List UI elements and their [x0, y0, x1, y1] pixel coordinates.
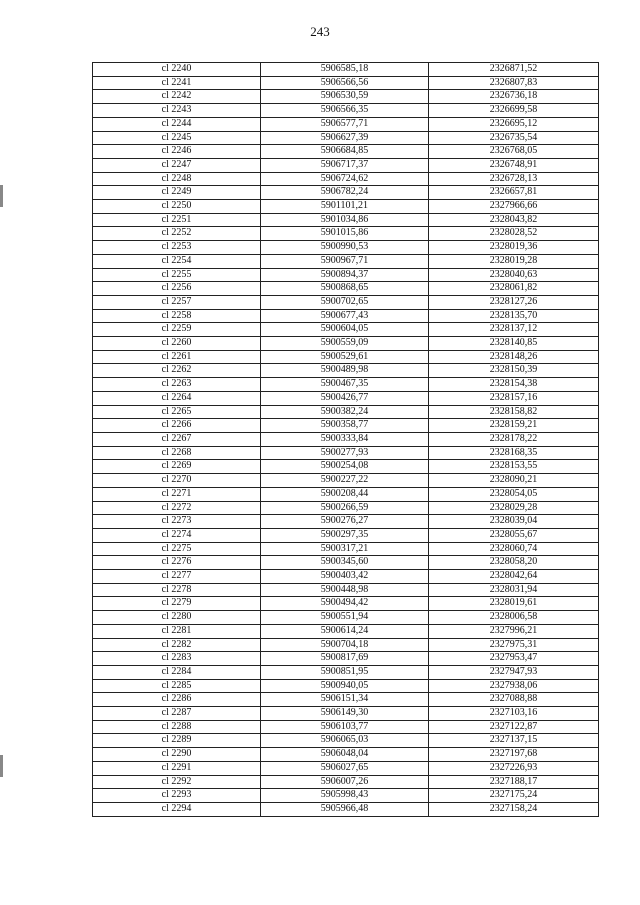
x-coordinate-cell: 5900333,84 — [261, 432, 429, 446]
x-coordinate-cell: 5900851,95 — [261, 665, 429, 679]
table-row — [93, 775, 599, 789]
table-row — [93, 172, 599, 186]
point-id-cell: cl 2275 — [93, 542, 261, 556]
table-row — [93, 501, 599, 515]
point-id-cell: cl 2258 — [93, 309, 261, 323]
point-id-cell: cl 2267 — [93, 432, 261, 446]
x-coordinate-cell: 5900494,42 — [261, 597, 429, 611]
y-coordinate-cell: 2328039,04 — [429, 515, 599, 529]
point-id-cell: cl 2251 — [93, 213, 261, 227]
point-id-cell: cl 2291 — [93, 761, 261, 775]
table-row — [93, 391, 599, 405]
y-coordinate-cell: 2327947,93 — [429, 665, 599, 679]
x-coordinate-cell: 5900277,93 — [261, 446, 429, 460]
table-row — [93, 213, 599, 227]
point-id-cell: cl 2256 — [93, 282, 261, 296]
table-row — [93, 131, 599, 145]
y-coordinate-cell: 2328040,63 — [429, 268, 599, 282]
table-row — [93, 556, 599, 570]
x-coordinate-cell: 5906577,71 — [261, 117, 429, 131]
y-coordinate-cell: 2328137,12 — [429, 323, 599, 337]
table-row — [93, 693, 599, 707]
table-row — [93, 76, 599, 90]
table-row — [93, 227, 599, 241]
y-coordinate-cell: 2328019,36 — [429, 241, 599, 255]
table-row — [93, 652, 599, 666]
point-id-cell: cl 2268 — [93, 446, 261, 460]
point-id-cell: cl 2254 — [93, 254, 261, 268]
point-id-cell: cl 2292 — [93, 775, 261, 789]
point-id-cell: cl 2293 — [93, 789, 261, 803]
y-coordinate-cell: 2326657,81 — [429, 186, 599, 200]
point-id-cell: cl 2271 — [93, 487, 261, 501]
point-id-cell: cl 2257 — [93, 295, 261, 309]
point-id-cell: cl 2288 — [93, 720, 261, 734]
table-row — [93, 611, 599, 625]
y-coordinate-cell: 2328140,85 — [429, 337, 599, 351]
table-row — [93, 802, 599, 816]
y-coordinate-cell: 2326871,52 — [429, 63, 599, 77]
x-coordinate-cell: 5900227,22 — [261, 474, 429, 488]
point-id-cell: cl 2249 — [93, 186, 261, 200]
table-row — [93, 446, 599, 460]
coordinates-table — [92, 62, 599, 817]
y-coordinate-cell: 2328168,35 — [429, 446, 599, 460]
x-coordinate-cell: 5900677,43 — [261, 309, 429, 323]
x-coordinate-cell: 5900614,24 — [261, 624, 429, 638]
y-coordinate-cell: 2328058,20 — [429, 556, 599, 570]
y-coordinate-cell: 2328019,61 — [429, 597, 599, 611]
x-coordinate-cell: 5900967,71 — [261, 254, 429, 268]
x-coordinate-cell: 5905998,43 — [261, 789, 429, 803]
y-coordinate-cell: 2327966,66 — [429, 200, 599, 214]
point-id-cell: cl 2243 — [93, 104, 261, 118]
point-id-cell: cl 2282 — [93, 638, 261, 652]
point-id-cell: cl 2269 — [93, 460, 261, 474]
table-row — [93, 707, 599, 721]
y-coordinate-cell: 2328178,22 — [429, 432, 599, 446]
y-coordinate-cell: 2328028,52 — [429, 227, 599, 241]
x-coordinate-cell: 5900551,94 — [261, 611, 429, 625]
x-coordinate-cell: 5900317,21 — [261, 542, 429, 556]
y-coordinate-cell: 2326728,13 — [429, 172, 599, 186]
x-coordinate-cell: 5900426,77 — [261, 391, 429, 405]
point-id-cell: cl 2270 — [93, 474, 261, 488]
table-row — [93, 570, 599, 584]
point-id-cell: cl 2290 — [93, 748, 261, 762]
scan-edge-mark — [0, 185, 3, 207]
table-row — [93, 364, 599, 378]
x-coordinate-cell: 5906684,85 — [261, 145, 429, 159]
point-id-cell: cl 2276 — [93, 556, 261, 570]
x-coordinate-cell: 5900358,77 — [261, 419, 429, 433]
point-id-cell: cl 2247 — [93, 158, 261, 172]
x-coordinate-cell: 5906782,24 — [261, 186, 429, 200]
y-coordinate-cell: 2328158,82 — [429, 405, 599, 419]
y-coordinate-cell: 2328159,21 — [429, 419, 599, 433]
table-row — [93, 487, 599, 501]
y-coordinate-cell: 2327122,87 — [429, 720, 599, 734]
point-id-cell: cl 2241 — [93, 76, 261, 90]
x-coordinate-cell: 5901015,86 — [261, 227, 429, 241]
table-row — [93, 186, 599, 200]
table-row — [93, 268, 599, 282]
scan-edge-mark — [0, 755, 3, 777]
x-coordinate-cell: 5900276,27 — [261, 515, 429, 529]
y-coordinate-cell: 2326807,83 — [429, 76, 599, 90]
point-id-cell: cl 2284 — [93, 665, 261, 679]
table-row — [93, 789, 599, 803]
y-coordinate-cell: 2327137,15 — [429, 734, 599, 748]
point-id-cell: cl 2281 — [93, 624, 261, 638]
x-coordinate-cell: 5906530,59 — [261, 90, 429, 104]
page-number: 243 — [310, 24, 330, 39]
x-coordinate-cell: 5900704,18 — [261, 638, 429, 652]
table-row — [93, 460, 599, 474]
table-row — [93, 241, 599, 255]
table-row — [93, 761, 599, 775]
y-coordinate-cell: 2326736,18 — [429, 90, 599, 104]
table-row — [93, 282, 599, 296]
point-id-cell: cl 2272 — [93, 501, 261, 515]
x-coordinate-cell: 5906048,04 — [261, 748, 429, 762]
y-coordinate-cell: 2327226,93 — [429, 761, 599, 775]
y-coordinate-cell: 2328042,64 — [429, 570, 599, 584]
x-coordinate-cell: 5900529,61 — [261, 350, 429, 364]
x-coordinate-cell: 5900266,59 — [261, 501, 429, 515]
y-coordinate-cell: 2327938,06 — [429, 679, 599, 693]
point-id-cell: cl 2262 — [93, 364, 261, 378]
y-coordinate-cell: 2326768,05 — [429, 145, 599, 159]
table-row — [93, 432, 599, 446]
point-id-cell: cl 2273 — [93, 515, 261, 529]
point-id-cell: cl 2263 — [93, 378, 261, 392]
x-coordinate-cell: 5900345,60 — [261, 556, 429, 570]
table-row — [93, 323, 599, 337]
table-row — [93, 145, 599, 159]
table-row — [93, 309, 599, 323]
table-row — [93, 734, 599, 748]
x-coordinate-cell: 5901101,21 — [261, 200, 429, 214]
y-coordinate-cell: 2328127,26 — [429, 295, 599, 309]
y-coordinate-cell: 2328060,74 — [429, 542, 599, 556]
x-coordinate-cell: 5900208,44 — [261, 487, 429, 501]
y-coordinate-cell: 2327188,17 — [429, 775, 599, 789]
x-coordinate-cell: 5906724,62 — [261, 172, 429, 186]
point-id-cell: cl 2280 — [93, 611, 261, 625]
point-id-cell: cl 2259 — [93, 323, 261, 337]
x-coordinate-cell: 5906627,39 — [261, 131, 429, 145]
y-coordinate-cell: 2328148,26 — [429, 350, 599, 364]
table-row — [93, 90, 599, 104]
point-id-cell: cl 2264 — [93, 391, 261, 405]
table-row — [93, 337, 599, 351]
x-coordinate-cell: 5900403,42 — [261, 570, 429, 584]
point-id-cell: cl 2244 — [93, 117, 261, 131]
x-coordinate-cell: 5906065,03 — [261, 734, 429, 748]
table-row — [93, 528, 599, 542]
table-row — [93, 200, 599, 214]
point-id-cell: cl 2285 — [93, 679, 261, 693]
point-id-cell: cl 2283 — [93, 652, 261, 666]
coordinates-table-body — [93, 63, 599, 817]
point-id-cell: cl 2248 — [93, 172, 261, 186]
x-coordinate-cell: 5906566,35 — [261, 104, 429, 118]
y-coordinate-cell: 2327975,31 — [429, 638, 599, 652]
point-id-cell: cl 2255 — [93, 268, 261, 282]
y-coordinate-cell: 2326735,54 — [429, 131, 599, 145]
table-row — [93, 624, 599, 638]
y-coordinate-cell: 2327088,88 — [429, 693, 599, 707]
y-coordinate-cell: 2327996,21 — [429, 624, 599, 638]
point-id-cell: cl 2287 — [93, 707, 261, 721]
point-id-cell: cl 2265 — [93, 405, 261, 419]
x-coordinate-cell: 5906103,77 — [261, 720, 429, 734]
table-row — [93, 117, 599, 131]
x-coordinate-cell: 5906151,34 — [261, 693, 429, 707]
x-coordinate-cell: 5905966,48 — [261, 802, 429, 816]
x-coordinate-cell: 5900489,98 — [261, 364, 429, 378]
y-coordinate-cell: 2327953,47 — [429, 652, 599, 666]
table-row — [93, 597, 599, 611]
x-coordinate-cell: 5900894,37 — [261, 268, 429, 282]
y-coordinate-cell: 2327103,16 — [429, 707, 599, 721]
point-id-cell: cl 2250 — [93, 200, 261, 214]
table-row — [93, 419, 599, 433]
x-coordinate-cell: 5900559,09 — [261, 337, 429, 351]
point-id-cell: cl 2279 — [93, 597, 261, 611]
table-row — [93, 720, 599, 734]
x-coordinate-cell: 5900940,05 — [261, 679, 429, 693]
y-coordinate-cell: 2328157,16 — [429, 391, 599, 405]
point-id-cell: cl 2294 — [93, 802, 261, 816]
x-coordinate-cell: 5906585,18 — [261, 63, 429, 77]
y-coordinate-cell: 2328029,28 — [429, 501, 599, 515]
x-coordinate-cell: 5906566,56 — [261, 76, 429, 90]
y-coordinate-cell: 2328154,38 — [429, 378, 599, 392]
x-coordinate-cell: 5900467,35 — [261, 378, 429, 392]
point-id-cell: cl 2253 — [93, 241, 261, 255]
point-id-cell: cl 2260 — [93, 337, 261, 351]
y-coordinate-cell: 2328135,70 — [429, 309, 599, 323]
y-coordinate-cell: 2328031,94 — [429, 583, 599, 597]
y-coordinate-cell: 2328153,55 — [429, 460, 599, 474]
table-row — [93, 583, 599, 597]
y-coordinate-cell: 2328054,05 — [429, 487, 599, 501]
x-coordinate-cell: 5900868,65 — [261, 282, 429, 296]
table-row — [93, 638, 599, 652]
table-row — [93, 158, 599, 172]
x-coordinate-cell: 5900817,69 — [261, 652, 429, 666]
x-coordinate-cell: 5900990,53 — [261, 241, 429, 255]
table-row — [93, 63, 599, 77]
table-row — [93, 748, 599, 762]
table-row — [93, 665, 599, 679]
point-id-cell: cl 2266 — [93, 419, 261, 433]
y-coordinate-cell: 2328019,28 — [429, 254, 599, 268]
y-coordinate-cell: 2327158,24 — [429, 802, 599, 816]
x-coordinate-cell: 5900382,24 — [261, 405, 429, 419]
table-row — [93, 474, 599, 488]
point-id-cell: cl 2261 — [93, 350, 261, 364]
point-id-cell: cl 2246 — [93, 145, 261, 159]
y-coordinate-cell: 2328150,39 — [429, 364, 599, 378]
table-row — [93, 405, 599, 419]
point-id-cell: cl 2286 — [93, 693, 261, 707]
table-row — [93, 254, 599, 268]
x-coordinate-cell: 5900604,05 — [261, 323, 429, 337]
point-id-cell: cl 2240 — [93, 63, 261, 77]
y-coordinate-cell: 2328006,58 — [429, 611, 599, 625]
x-coordinate-cell: 5900297,35 — [261, 528, 429, 542]
table-row — [93, 542, 599, 556]
x-coordinate-cell: 5901034,86 — [261, 213, 429, 227]
table-row — [93, 378, 599, 392]
x-coordinate-cell: 5900448,98 — [261, 583, 429, 597]
x-coordinate-cell: 5906149,30 — [261, 707, 429, 721]
y-coordinate-cell: 2327197,68 — [429, 748, 599, 762]
x-coordinate-cell: 5906027,65 — [261, 761, 429, 775]
y-coordinate-cell: 2326695,12 — [429, 117, 599, 131]
table-row — [93, 679, 599, 693]
point-id-cell: cl 2274 — [93, 528, 261, 542]
y-coordinate-cell: 2326699,58 — [429, 104, 599, 118]
point-id-cell: cl 2245 — [93, 131, 261, 145]
x-coordinate-cell: 5900702,65 — [261, 295, 429, 309]
y-coordinate-cell: 2326748,91 — [429, 158, 599, 172]
table-row — [93, 515, 599, 529]
point-id-cell: cl 2277 — [93, 570, 261, 584]
y-coordinate-cell: 2328055,67 — [429, 528, 599, 542]
table-row — [93, 350, 599, 364]
x-coordinate-cell: 5900254,08 — [261, 460, 429, 474]
y-coordinate-cell: 2328043,82 — [429, 213, 599, 227]
y-coordinate-cell: 2328061,82 — [429, 282, 599, 296]
x-coordinate-cell: 5906717,37 — [261, 158, 429, 172]
y-coordinate-cell: 2327175,24 — [429, 789, 599, 803]
point-id-cell: cl 2278 — [93, 583, 261, 597]
x-coordinate-cell: 5906007,26 — [261, 775, 429, 789]
point-id-cell: cl 2252 — [93, 227, 261, 241]
point-id-cell: cl 2242 — [93, 90, 261, 104]
table-row — [93, 295, 599, 309]
table-row — [93, 104, 599, 118]
point-id-cell: cl 2289 — [93, 734, 261, 748]
y-coordinate-cell: 2328090,21 — [429, 474, 599, 488]
